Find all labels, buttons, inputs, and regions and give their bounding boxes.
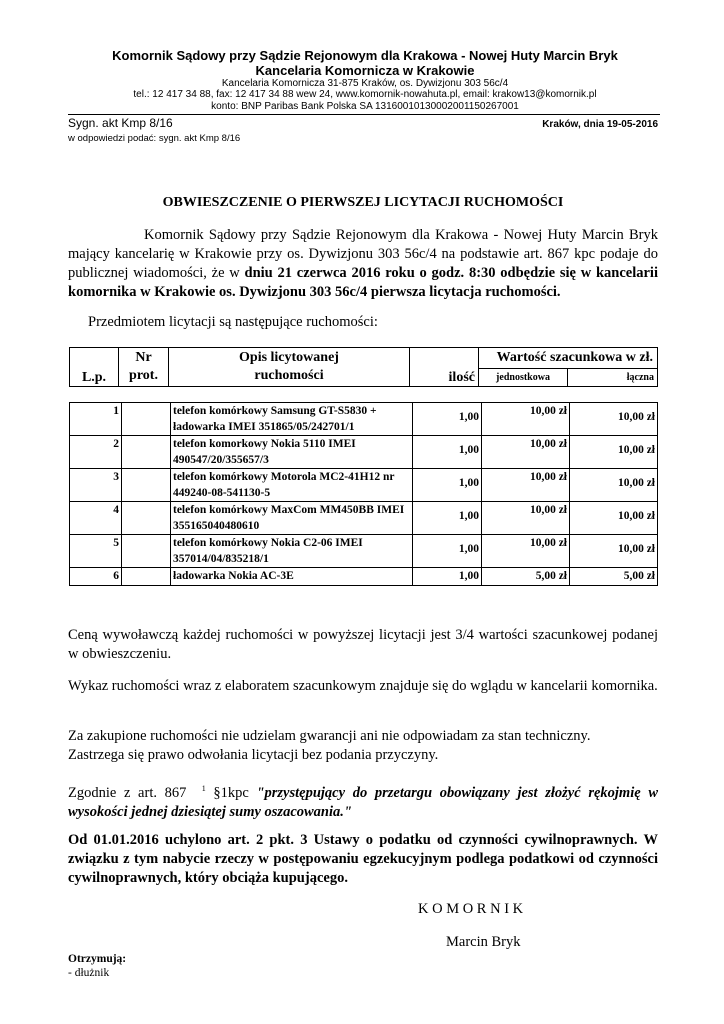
- office-name-header: Kancelaria Komornicza w Krakowie: [255, 63, 475, 78]
- cell-ilosc: 1,00: [413, 436, 482, 469]
- table-row: [70, 535, 658, 568]
- col-nr-line2: prot.: [129, 368, 158, 383]
- cell-opis: telefon komórkowy MaxCom MM450BB IMEI 355165040480610: [171, 502, 413, 535]
- cell-lp: 6: [70, 568, 122, 586]
- cell-laczna: 10,00 zł: [570, 535, 658, 568]
- cell-opis: telefon komórkowy Nokia C2-06 IMEI 357014/04/835218/1: [171, 535, 413, 568]
- office-contact: tel.: 12 417 34 88, fax: 12 417 34 88 wew 24, www.komornik-nowahuta.pl, email: krakow13@komornik.pl: [133, 89, 597, 100]
- starting-price-paragraph: Ceną wywoławczą każdej ruchomości w powyższej licytacji jest 3/4 wartości szacunkowej podanej w obwieszczeniu.: [68, 627, 658, 662]
- cell-jednostkowa: 5,00 zł: [482, 568, 570, 586]
- intro-paragraph: [68, 226, 658, 302]
- cell-laczna: 10,00 zł: [570, 436, 658, 469]
- cell-ilosc: 1,00: [413, 403, 482, 436]
- header-divider: [68, 114, 660, 115]
- cell-opis: telefon komorkowy Nokia 5110 IMEI 490547/20/355657/3: [171, 436, 413, 469]
- cell-nr-prot: [122, 502, 171, 535]
- cell-laczna: 10,00 zł: [570, 403, 658, 436]
- article-paragraph-ref: §1kpc: [205, 784, 257, 801]
- deposit-quote: "przystępujący do przetargu obowiązany jest złożyć rękojmię w wysokości jednej dziesiątej sumy oszacowania.": [68, 784, 659, 820]
- col-lp: L.p.: [70, 348, 119, 387]
- deposit-paragraph: [68, 779, 658, 822]
- cell-jednostkowa: 10,00 zł: [482, 403, 570, 436]
- table-row: [70, 403, 658, 436]
- items-table-header: [69, 347, 658, 387]
- cell-lp: 5: [70, 535, 122, 568]
- cell-lp: 4: [70, 502, 122, 535]
- col-opis: [169, 348, 410, 387]
- bailiff-name-header: Komornik Sądowy przy Sądzie Rejonowym dla Krakowa - Nowej Huty Marcin Bryk: [112, 48, 618, 63]
- table-row: [70, 568, 658, 586]
- col-opis-line2: ruchomości: [254, 368, 324, 383]
- cell-nr-prot: [122, 436, 171, 469]
- col-nr: [119, 348, 169, 387]
- cell-laczna: 5,00 zł: [570, 568, 658, 586]
- recipient-item: - dłużnik: [68, 967, 110, 979]
- cell-lp: 2: [70, 436, 122, 469]
- cell-opis: ładowarka Nokia AC-3E: [171, 568, 413, 586]
- cell-ilosc: 1,00: [413, 535, 482, 568]
- warranty-paragraph: [68, 727, 658, 765]
- cell-laczna: 10,00 zł: [570, 502, 658, 535]
- cell-nr-prot: [122, 469, 171, 502]
- cell-lp: 3: [70, 469, 122, 502]
- cell-laczna: 10,00 zł: [570, 469, 658, 502]
- cell-lp: 1: [70, 403, 122, 436]
- cell-nr-prot: [122, 568, 171, 586]
- table-row: [70, 502, 658, 535]
- cell-opis: telefon komórkowy Motorola MC2-41H12 nr 449240-08-541130-5: [171, 469, 413, 502]
- tax-notice-paragraph: Od 01.01.2016 uchylono art. 2 pkt. 3 Ustawy o podatku od czynności cywilnoprawnych. W związku z tym nabycie rzeczy w postępowaniu egzekucyjnym podlega podatkowi od czynności cywilnoprawnych, który obciąża kupującego.: [68, 832, 658, 886]
- recipients-title: Otrzymują:: [68, 953, 127, 965]
- col-nr-line1: Nr: [135, 350, 152, 365]
- cell-ilosc: 1,00: [413, 568, 482, 586]
- col-ilosc: ilość: [410, 348, 479, 387]
- col-wartosc: Wartość szacunkowa w zł.: [479, 348, 658, 369]
- col-laczna: łączna: [568, 369, 658, 387]
- document-date: Kraków, dnia 19-05-2016: [542, 119, 658, 130]
- col-jednostkowa: jednostkowa: [479, 369, 568, 387]
- signature-name: Marcin Bryk: [446, 934, 521, 950]
- office-address: Kancelaria Komornicza 31-875 Kraków, os. Dywizjonu 303 56c/4: [221, 78, 509, 89]
- signature-role: K O M O R N I K: [418, 901, 524, 917]
- document-title: OBWIESZCZENIE O PIERWSZEJ LICYTACJI RUCHOMOŚCI: [162, 195, 564, 210]
- col-opis-line1: Opis licytowanej: [239, 350, 339, 365]
- cell-opis: telefon komórkowy Samsung GT-S5830 + ładowarka IMEI 351865/05/242701/1: [171, 403, 413, 436]
- cell-jednostkowa: 10,00 zł: [482, 469, 570, 502]
- cell-jednostkowa: 10,00 zł: [482, 535, 570, 568]
- cell-jednostkowa: 10,00 zł: [482, 436, 570, 469]
- cell-ilosc: 1,00: [413, 469, 482, 502]
- cancellation-line: Zastrzega się prawo odwołania licytacji bez podania przyczyny.: [68, 747, 439, 763]
- cell-ilosc: 1,00: [413, 502, 482, 535]
- cell-nr-prot: [122, 403, 171, 436]
- case-signature: Sygn. akt Kmp 8/16: [68, 116, 173, 130]
- intro-text: Komornik Sądowy przy Sądzie Rejonowym dla Krakowa - Nowej Huty Marcin Bryk mający kancelarię w Krakowie przy os. Dywizjonu 303 56c/4 na podstawie art. 867 kpc podaje do publicznej wiadomości, że w: [68, 227, 658, 281]
- article-superscript: 1: [201, 784, 206, 793]
- inspection-paragraph: Wykaz ruchomości wraz z elaboratem szacunkowym znajduje się do wglądu w kancelarii komornika.: [68, 678, 658, 694]
- warranty-line: Za zakupione ruchomości nie udzielam gwarancji ani nie odpowiadam za stan techniczny.: [68, 728, 591, 744]
- cell-jednostkowa: 10,00 zł: [482, 502, 570, 535]
- table-row: [70, 436, 658, 469]
- cell-nr-prot: [122, 535, 171, 568]
- auction-date-text: dniu 21 czerwca 2016 roku o godz. 8:30 odbędzie się w kancelarii komornika w Krakowie os. Dywizjonu 303 56c/4 pierwsza licytacja ruchomości.: [68, 265, 658, 300]
- table-row: [70, 469, 658, 502]
- subject-line: Przedmiotem licytacji są następujące ruchomości:: [88, 314, 378, 330]
- bank-account: konto: BNP Paribas Bank Polska SA 13160010130002001150267001: [211, 101, 519, 112]
- article-ref: Zgodnie z art. 867: [68, 784, 187, 801]
- reply-reference: w odpowiedzi podać: sygn. akt Kmp 8/16: [68, 133, 241, 144]
- items-table: [69, 402, 658, 586]
